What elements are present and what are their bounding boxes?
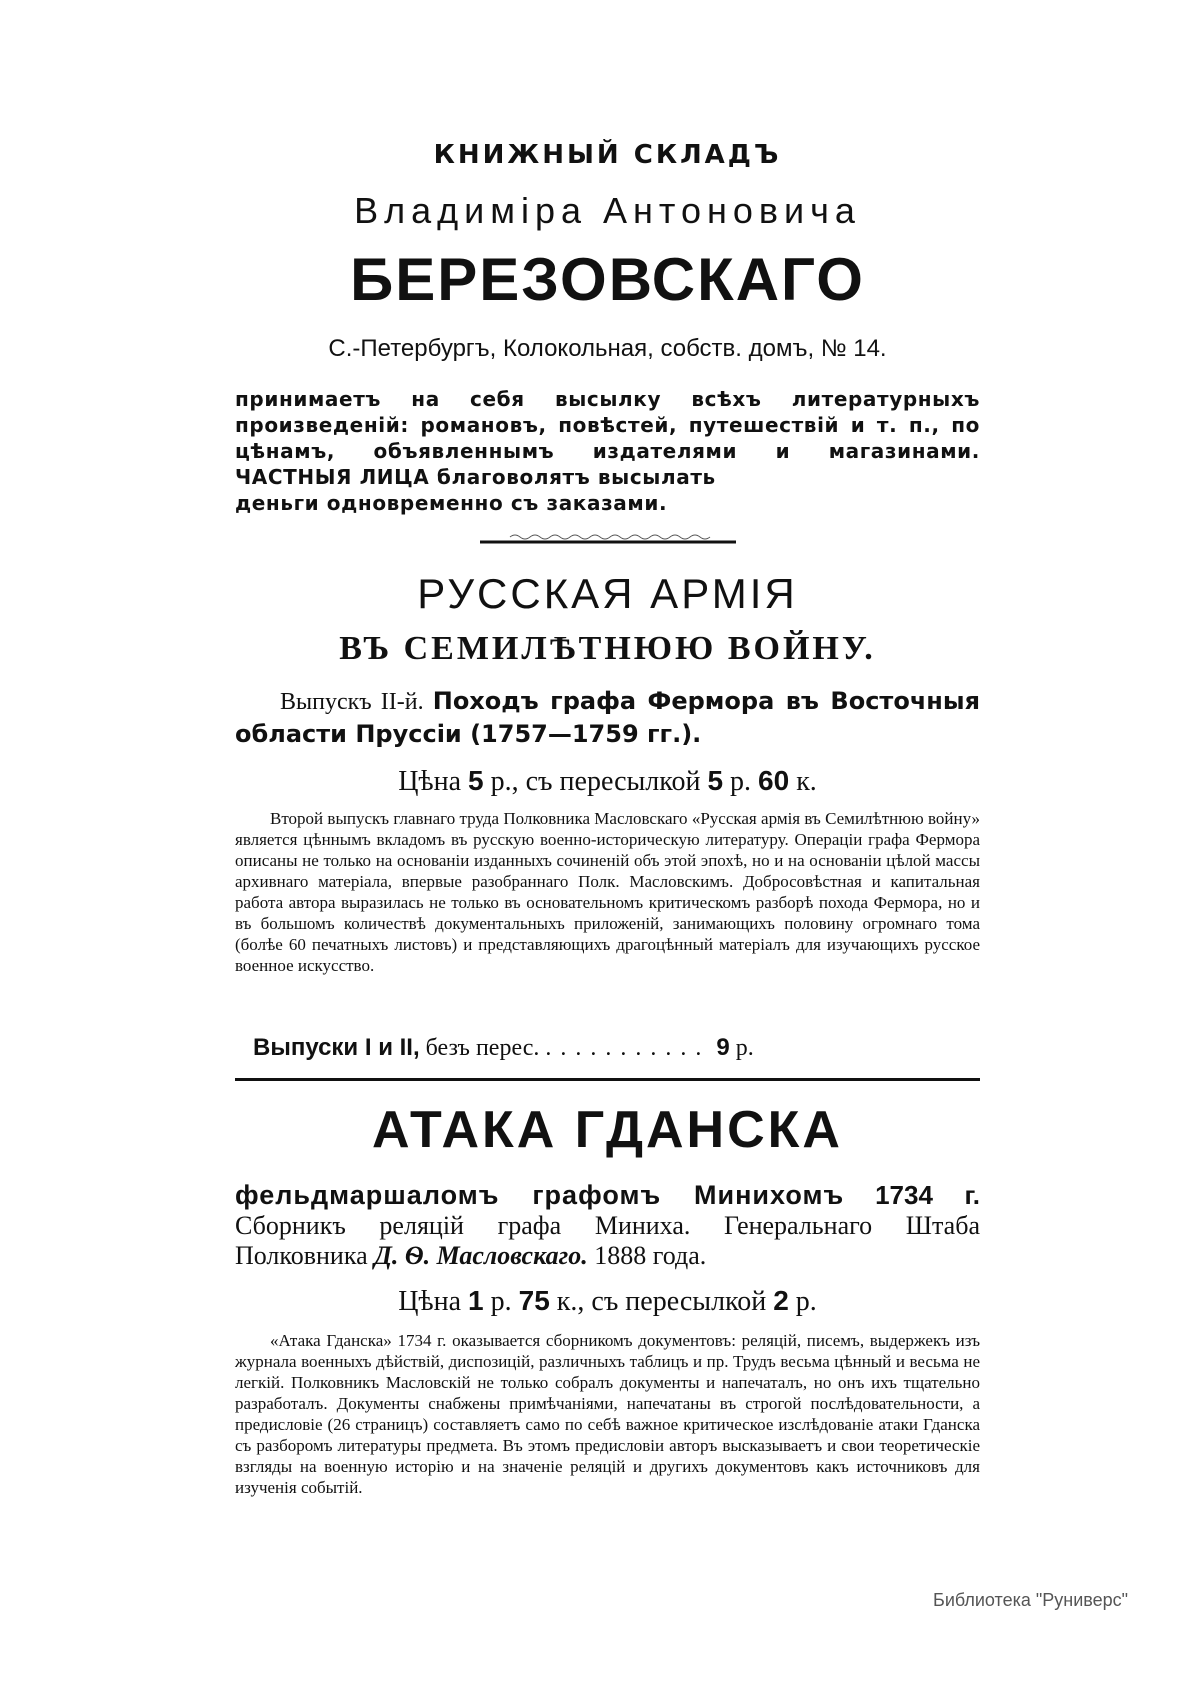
store-intro [235,386,980,516]
book2-year: 1734 г. [875,1180,980,1210]
book2-pub-year: 1888 года. [594,1241,707,1270]
book1-total [235,1034,998,1062]
library-watermark: Библиотека "Руниверс" [933,1590,1129,1610]
price-kop-unit: к., съ пересылкой [556,1286,767,1317]
book2-price [235,1285,980,1318]
price-post-rub-unit: р. [730,766,752,797]
price-word: Цѣна [398,766,462,797]
price-post-kop: 60 [758,765,790,796]
book1-issue-label: Выпускъ II-й. [280,689,424,715]
total-label: Выпуски I и II, [253,1034,420,1061]
book2-description: «Атака Гданска» 1734 г. оказывается сборникомъ документовъ: реляцій, писемъ, выдержекъ изъ журнала военныхъ дѣйствій, диспозицій, различныхъ таблицъ и пр. Трудъ весьма цѣнный и весьма не легкій. Полковникъ Масловскій не только собралъ документы и напечаталъ, но онъ ихъ тщательно разработалъ. Документы снабжены примѣчаніями, напечатаны въ строгой послѣдовательности, а предисловіе (26 страницъ) составляетъ само по себѣ важное критическое изслѣдованіе атаки Гданска съ разборомъ литературы предмета. Въ этомъ предисловіи авторъ высказываетъ и свои теоретическіе взгляды на военную исторію и на значеніе реляцій и другихъ документовъ какъ источниковъ для изученія событій. [235,1331,980,1497]
book1-price [235,765,980,798]
total-price: 9 [716,1034,730,1061]
book2-title: АТАКА ГДАНСКА [372,1101,843,1159]
price-rub-unit: р. [490,1286,512,1317]
ornamental-divider [480,532,736,546]
price-rub-unit: р., съ пересылкой [490,766,701,797]
book1-subtitle: ВЪ СЕМИЛѢТНЮЮ ВОЙНУ. [339,630,876,667]
section-divider [235,1078,980,1081]
price-post-rub: 2 [773,1285,789,1316]
owner-names: Владиміра Антоновича [354,190,861,231]
total-dots: ........... [545,1035,711,1061]
price-post-unit: р. [795,1286,817,1317]
book1-issue [235,685,980,751]
intro-text: принимаетъ на себя высылку всѣхъ литературныхъ произведеній: романовъ, повѣстей, путешествій и т. п., по цѣнамъ, объявленнымъ издателями и магазинами. ЧАСТНЫЯ ЛИЦА благоволятъ высылать [235,387,980,489]
owner-surname: БЕРЕЗОВСКАГО [350,246,865,313]
book2-author: Д. Ѳ. Масловскаго. [374,1241,588,1270]
price-word: Цѣна [398,1286,462,1317]
store-address: С.-Петербургъ, Колокольная, собств. домъ, № 14. [328,335,887,362]
total-note: безъ перес. [425,1035,540,1061]
total-unit: р. [735,1035,754,1061]
store-title: КНИЖНЫЙ СКЛАДЪ [433,140,782,170]
book2-subtitle [235,1180,980,1271]
book1-description: Второй выпускъ главнаго труда Полковника Масловскаго «Русская армія въ Семилѣтнюю войну» является цѣннымъ вкладомъ въ русскую военно-историческую литературу. Операціи графа Фермора описаны не только на основаніи изданныхъ сочиненій объ этой эпохѣ, но и на основаніи цѣлой массы архивнаго матеріала, впервые разобраннаго Полк. Масловскимъ. Добросовѣстная и капитальная работа автора выразилась не только въ основательномъ критическомъ разборѣ похода Фермора, но и въ большомъ количествѣ документальныхъ приложеній, занимающихъ половину огромнаго тома (болѣе 60 печатныхъ листовъ) и представляющихъ драгоцѣнный матеріалъ для изучающихъ русское военное искусство. [235,809,980,975]
price-post-rub: 5 [707,765,724,796]
book1-title: РУССКАЯ АРМІЯ [417,570,798,617]
book2-subtitle-text: Сборникъ реляцій графа Миниха. Генеральнаго Штаба Полковника [235,1211,980,1270]
price-post-kop-unit: к. [796,766,817,797]
price-rub: 1 [468,1285,484,1316]
intro-last-line: деньги одновременно съ заказами. [235,491,668,515]
price-kop: 75 [518,1285,550,1316]
price-rub: 5 [468,765,484,796]
book2-subtitle-bold: фельдмаршаломъ графомъ Минихомъ [235,1180,845,1210]
book1-issue-title: Походъ графа Фермора въ Восточныя области Пруссіи (1757—1759 гг.). [235,687,980,748]
